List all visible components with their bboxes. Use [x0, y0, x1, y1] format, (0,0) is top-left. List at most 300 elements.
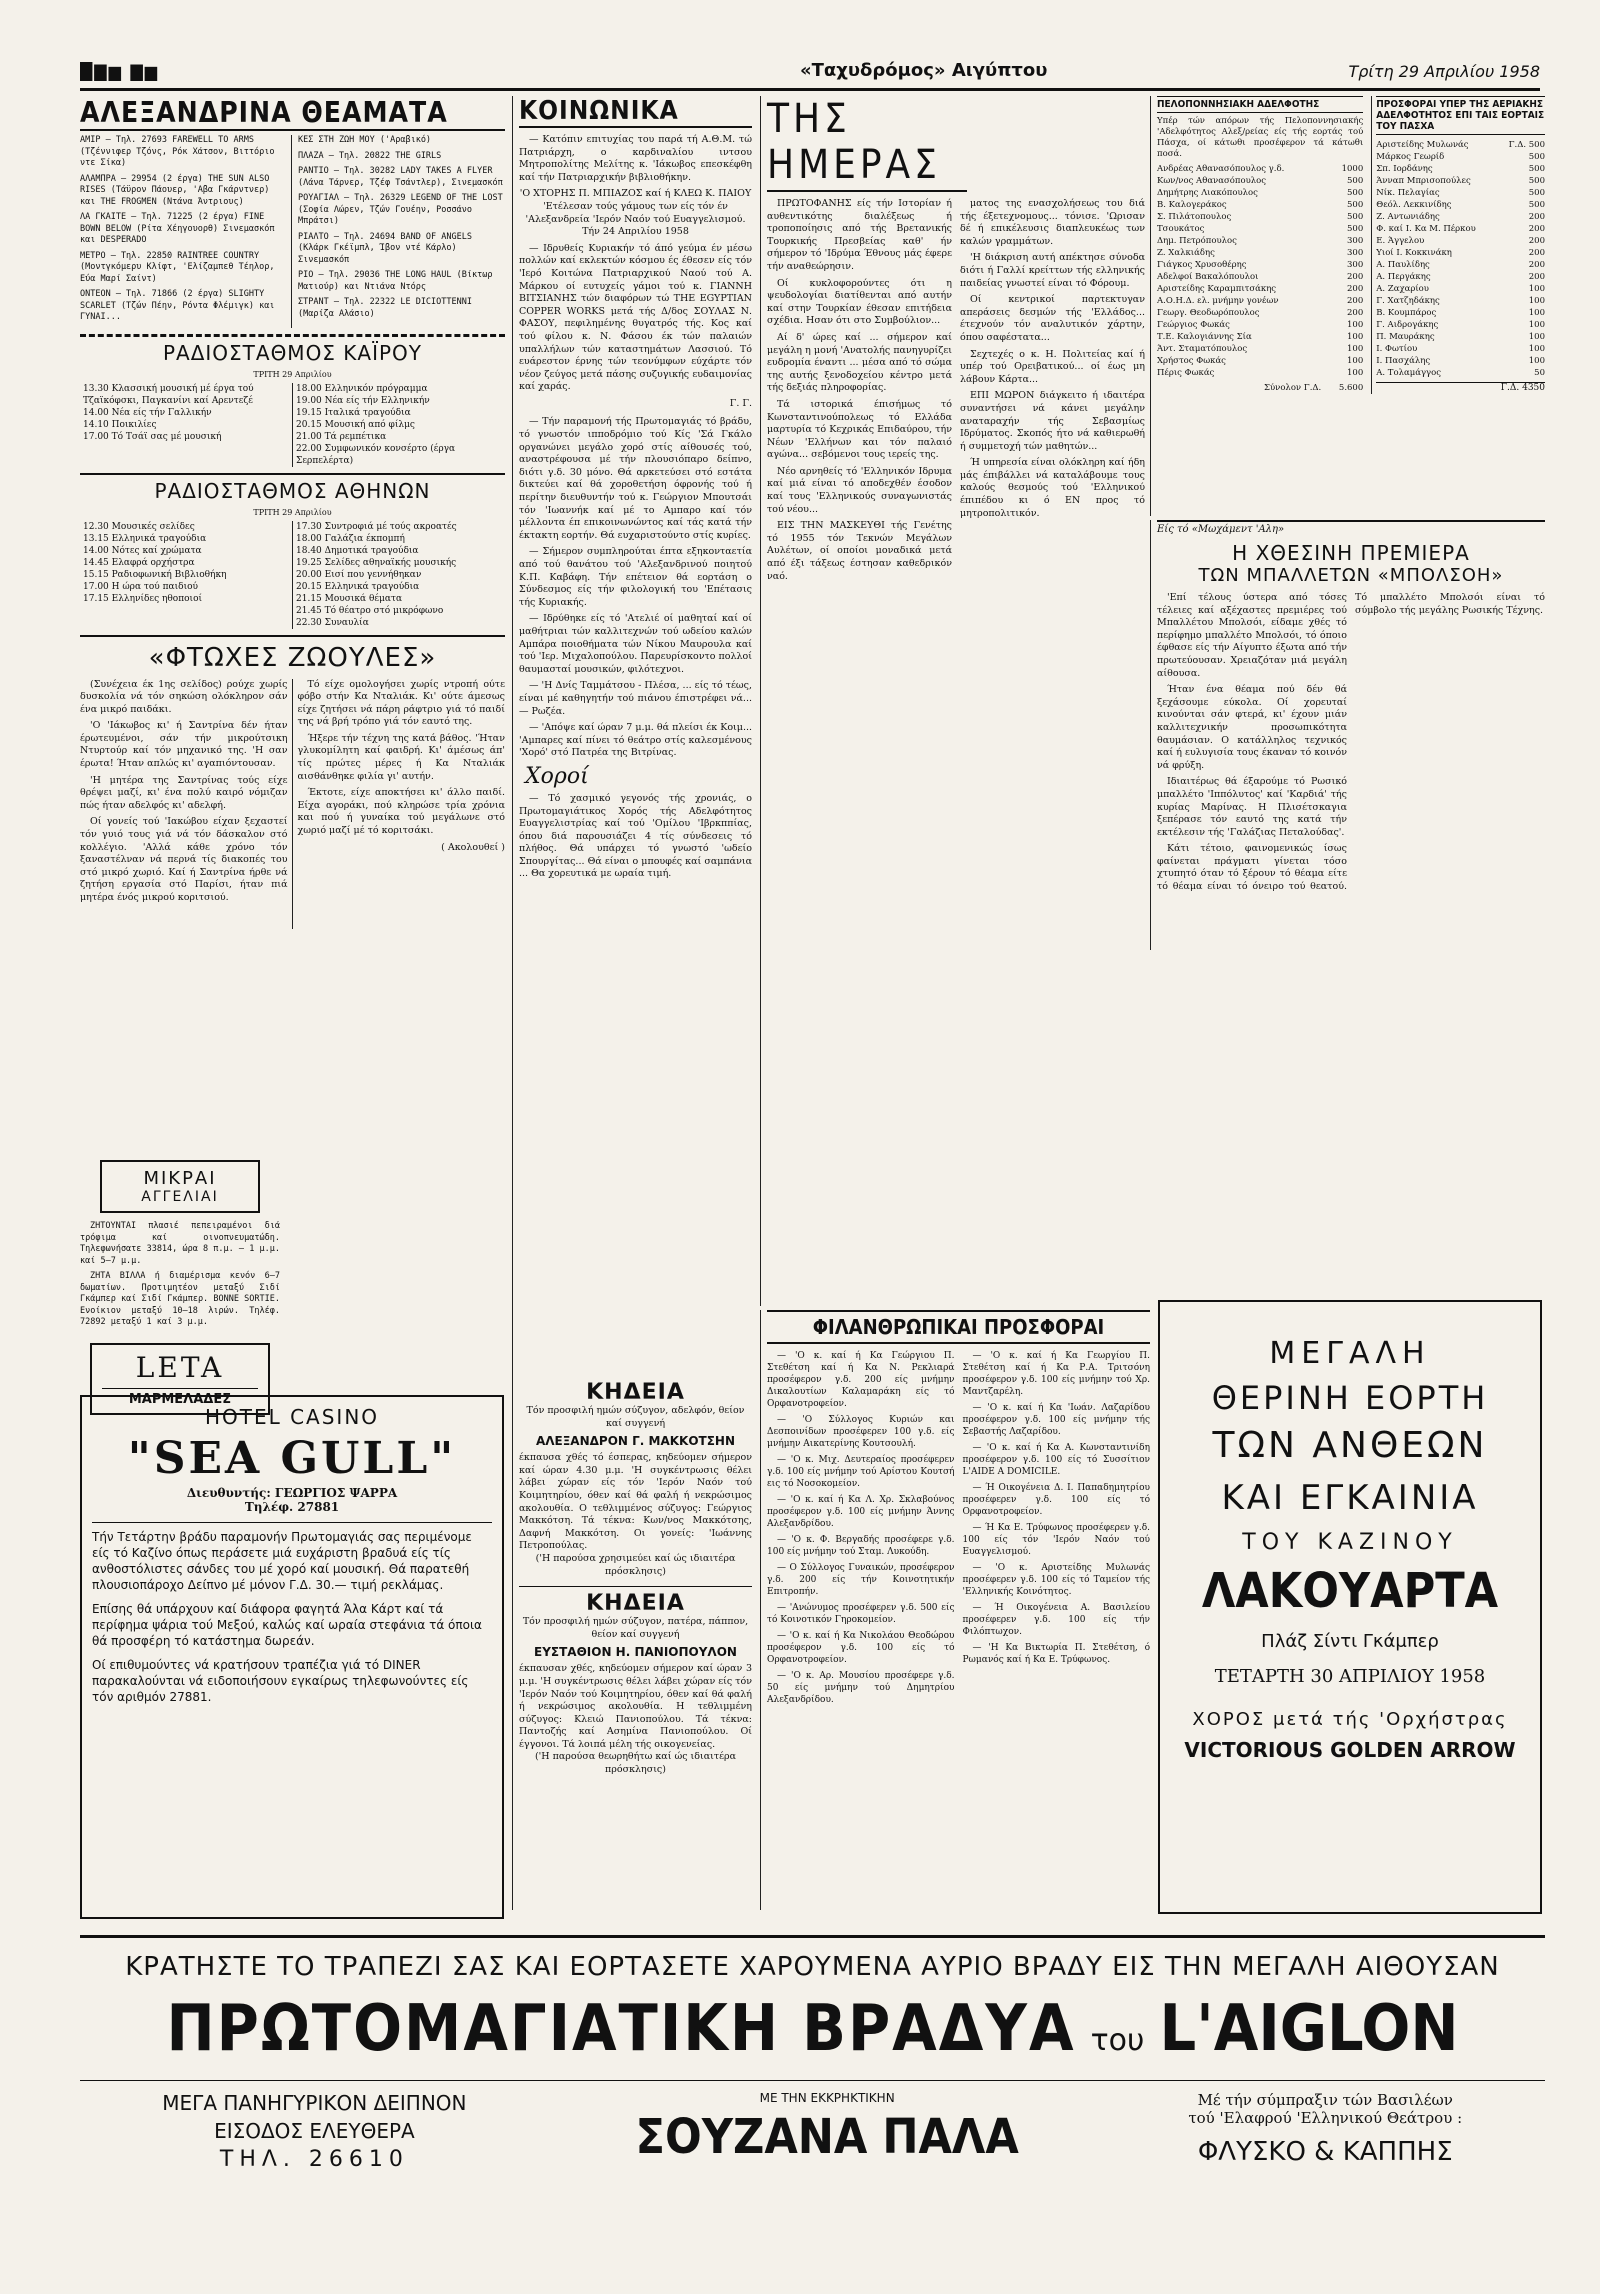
serial-story — [80, 679, 505, 929]
donor-name: Ζ. Αντωνιάδης — [1376, 212, 1440, 222]
paragraph: ΕΙΣ ΤΗΝ ΜΑΣΚΕΥΘΙ τής Γενέτης τό 1955 τόν Τεκνών Μεγάλων Αυλέτων, οί οποίοι μοναδικά μετά από έξι τάξεως έστησαν καθεδρικόν ναό. — [767, 520, 952, 582]
paragraph: Τήν Τετάρτην βράδυ παραμονήν Πρωτομαγιάς σας περιμένομε είς τό Καζίνο όπως περάσετε μιά ευχάριστη βραδυά είς τίς ανθοστόλιστες σάνδες του μέ χορό καί μουσική. Θά παρατεθή πλουσιοπάροχο Δείπνο μέ μόνον Γ.Δ. 30.— τιμή ρεκλάμας. — [92, 1530, 472, 1592]
schedule-item: 19.25 Σελίδες αθηναϊκής μουσικής — [296, 557, 457, 568]
paragraph: — Τό χασμικό γεγονός τής χρονιάς, ο Πρωτομαγιάτικος Χορός τής Αδελφότητος Ευαγγελιστρίας καί τού 'Ομίλου 'Ιβρκππίας, όπου διά παρουσιάζει 4 τίς σύνδεσεις τό πλήθος. Θά υπάρχει τό γνωστό 'ωδείο Σπουργίτας... Θά είναι ο μπουφές καί σαμπάνια ... Θα χορευτικά με ωραία τιμή. — [519, 792, 752, 880]
donation-row — [1376, 187, 1545, 199]
paragraph: 'Η διάκριση αυτή απέκτησε σύνοδα διότι ή Γαλλί κρείττων τής ελληνικής παιδείας γνωστεί είναι τό Φόρουμ. — [960, 252, 1145, 289]
donation-amount: 500 — [1528, 164, 1545, 174]
donor-name: Υιοί Ι. Κοκκινάκη — [1376, 248, 1452, 258]
donation-row — [1157, 319, 1363, 331]
donation-row — [1157, 211, 1363, 223]
schedule-item: 22.30 Συναυλία — [296, 617, 369, 628]
donor-name: Άντ. Σταματόπουλος — [1157, 344, 1248, 354]
donor-name: Ε. Άγγελου — [1376, 236, 1425, 246]
radio-cairo-heading: ΡΑΔΙΟΣΤΑΘΜΟΣ ΚΑΪΡΟΥ — [162, 340, 423, 365]
classifieds-title: ΜΙΚΡΑΙ — [143, 1168, 217, 1189]
section-divider — [80, 334, 505, 337]
total-amount: 5.600 — [1338, 383, 1364, 393]
donor-name: Ζ. Χαλκιάδης — [1157, 248, 1215, 258]
donation-amount: 100 — [1528, 356, 1545, 366]
donation-row — [1157, 175, 1363, 187]
orchestra-name: VICTORIOUS GOLDEN ARROW — [1184, 1738, 1516, 1762]
cinema-list-left — [80, 135, 292, 328]
schedule-item: 14.00 Νέα είς τήν Γαλλικήν — [83, 407, 212, 418]
donation-amount: Γ.Δ. 500 — [1508, 140, 1545, 150]
schedule-item: 14.10 Ποικιλίες — [83, 419, 157, 430]
deceased-name: ΑΛΕΞΑΝΔΡΟΝ Γ. ΜΑΚΚΟΤΣΗΝ — [535, 1434, 736, 1449]
offer-item: — 'Ανώνυμος προσέφερεν γ.δ. 500 είς τό Κοινοτικόν Γηροκομείον. — [767, 1603, 955, 1625]
offer-item: — 'Η Κα Βικτωρία Π. Στεθέτση, ό Ρωμανός καί ή Κα Ε. Τρύφωνος. — [962, 1643, 1150, 1665]
offer-item: — 'Ο κ. Αριστείδης Μυλωνάς προσέφερεν γ.δ. 100 είς τό Ταμείον τής 'Ελληνικής Κοινότητος. — [962, 1563, 1150, 1597]
donation-row — [1157, 235, 1363, 247]
aiglon-headline-row — [80, 1992, 1545, 2066]
cinema-listing: ΟΝΤΕΟΝ — Τηλ. 71866 (2 έργα) SLIGHTY SCARLET (Τζών Πέην, Ρόντα Φλέμιγκ) και ΓΥΝΑΙ... — [80, 289, 275, 322]
donation-row — [1376, 271, 1545, 283]
donation-amount: 100 — [1528, 344, 1545, 354]
leta-product: ΜΑΡΜΕΛΑΔΕΣ — [102, 1388, 258, 1407]
paragraph: Ήξερε τήν τέχνη της κατά βάθος. 'Ήταν γλυκομίλητη καί φαιδρή. Κι' άμέσως άπ' τίς πρώτες μέρες ή Κα Νταλιάκ αισθάνθηκε φιλία γι' αυτήν. — [297, 732, 505, 782]
classified-ad: ΖΗΤΟΥΝΤΑΙ πλασιέ πεπειραμένοι διά τρόφιμα καί οινοπνευματώδη. Τηλεφωνήσατε 33814, ώρα 8 π.μ. — 1 μ.μ. καί 5—7 μ.μ. — [80, 1221, 280, 1266]
aiglon-with: Μέ τήν σύμπραξιν τών Βασιλέων — [1197, 2091, 1453, 2109]
philanthropy-list-right — [963, 1350, 1151, 1710]
dances-heading: Χοροί — [525, 763, 589, 789]
donation-amount: 200 — [1528, 224, 1545, 234]
leta-brand: LETA — [135, 1350, 225, 1384]
donation-row — [1376, 235, 1545, 247]
paragraph: Οί γονείς τού 'Ιακώβου είχαν ξεχαστεί τόν γυιό τους γιά νά τόν δάσκαλον στό κολλέγιο. 'Αλλά κάθε χρόνο τόν ξαναστέλναν νά περνά τίς διακοπές του στό μικρό χωριό. Καί ή Σαντρίνα ήρθε νά ζητήση εργασία στό Παρίσι, ήταν πιά μητέρα ένός μικρού κοριτσιού. — [80, 816, 288, 903]
classifieds-list — [80, 1221, 280, 1329]
donation-row — [1376, 199, 1545, 211]
offer-item: — 'Ο Σύλλογος Κυριών και Δεσποινίδων προσέφερεν 100 γ.δ. είς μνήμην Αικατερίνης Κουτσουλή. — [767, 1415, 955, 1449]
cinema-listing: ΡΟΥΑΓΙΑΛ — Τηλ. 26329 LEGEND OF THE LOST (Σοφία Λώρεν, Τζών Γουέην, Ροσσάνο Μπράτσι) — [298, 193, 503, 226]
theatres-heading: ΑΛΕΞΑΝΔΡΙΝΑ ΘΕΑΜΑΤΑ — [80, 96, 505, 131]
schedule-item: 18.40 Δημοτικά τραγούδια — [296, 545, 419, 556]
social-item: — 'Η Δνίς Ταμμάτσου - Πλέσα, ... είς τό τέως, είναι μέ καθηγητήν τού πιάνου έπιστρέφει νά... — Ρωζέα. — [519, 680, 752, 717]
funeral-notices — [512, 1380, 752, 1910]
paragraph: Επίσης θά υπάρχουν καί διάφορα φαγητά Άλα Κάρτ καί τά περίφημα ψάρια τού Μεξού, καλώς καί ωραία στεφάνια τά όποια θά προσφέρη τό κατάστημα δωρεάν. — [92, 1602, 482, 1648]
donor-name: Σπ. Ιορδάνης — [1376, 164, 1433, 174]
ad-line: ΘΕΡΙΝΗ ΕΟΡΤΗ — [1211, 1379, 1489, 1417]
paragraph: ματος της ενασχολήσεως του διά τής έξετεχνομους... τόνισε. 'Ωρισαν δέ ή επικέλευσις διαπλευκέως των καλών γραμμάτων. — [960, 198, 1145, 247]
cinema-listing: ΣΤΡΑΝΤ — Τηλ. 22322 LE DICIOTTENNI (Μαρίζα Αλάσιο) — [298, 297, 472, 319]
schedule-item: 12.30 Μουσικές σελίδες — [83, 521, 195, 532]
donor-name: Θεόλ. Λεκκινίδης — [1376, 200, 1452, 210]
donation-row — [1376, 259, 1545, 271]
paragraph: Έκτοτε, είχε αποκτήσει κι' άλλο παιδί. Είχα αγοράκι, πού κληρώσε τρία χρόνια και πού ή γυναίκα τού μεγάλωνε στό χωριό μαζί μέ τό κοριτσάκι. — [297, 787, 505, 837]
donor-name: Δημήτρης Λιακόπουλος — [1157, 188, 1258, 198]
donation-amount: 100 — [1347, 344, 1364, 354]
donation-amount: 200 — [1528, 248, 1545, 258]
aiglon-star: ΣΟΥΖΑΝΑ ΠΑΛΑ — [635, 2109, 1019, 2165]
cinema-listing: ΡΑΝΤΙΟ — Τηλ. 30282 LADY TAKES A FLYER (Λάνα Τάρνερ, Τζέφ Τσάντλερ), Σινεμασκόπ — [298, 166, 503, 188]
donor-name: Δημ. Πετρόπουλος — [1157, 236, 1237, 246]
donor-name: Α. Ζαχαρίου — [1376, 284, 1429, 294]
donation-amount: 200 — [1347, 296, 1364, 306]
column-donations — [1150, 96, 1545, 516]
cinema-list-right — [298, 135, 505, 328]
donor-name: Τσουκάτος — [1157, 224, 1205, 234]
aerial-fraternity-donations — [1371, 96, 1545, 394]
column-social — [512, 96, 752, 1381]
donation-row — [1376, 283, 1545, 295]
donation-row — [1157, 247, 1363, 259]
cinema-listing: ΜΕΤΡΟ — Τηλ. 22850 RAINTREE COUNTRY (Μοντγκόμερυ Κλίφτ, 'Ελίζαμπεθ Τέηλορ, Εύα Μαρί Σαίντ) — [80, 250, 275, 284]
donor-name: Χρήστος Φωκάς — [1157, 356, 1226, 366]
radio-athens-heading: ΡΑΔΙΟΣΤΑΘΜΟΣ ΑΘΗΝΩΝ — [154, 478, 431, 503]
donation-row — [1376, 247, 1545, 259]
cinema-listing: ΡΙΑΛΤΟ — Τηλ. 24694 BAND OF ANGELS (Κλάρκ Γκέϊμπλ, Ίβον ντέ Κάρλο) Σινεμασκόπ — [298, 231, 472, 265]
schedule-item: 20.15 Ελληνικά τραγούδια — [296, 581, 420, 592]
donation-row — [1376, 295, 1545, 307]
peloponnesian-donations — [1157, 96, 1363, 394]
donation-row — [1157, 271, 1363, 283]
offer-item: — 'Ο κ. Αρ. Μουσίου προσέφερε γ.δ. 50 είς μνήμην τού Δημητρίου Αλεξανδρίδου. — [767, 1671, 955, 1705]
donation-amount: 300 — [1347, 236, 1364, 246]
aiglon-phone: ΤΗΛ. 26610 — [219, 2147, 409, 2172]
paragraph: Κάτι τέτοιο, φαινομενικώς ίσως φαίνεται πράγματι γίνεται τόσο χτυπητό όταν τό ξέρουν τό θέαμα είτε τό θέαμα είναι τό όνειρο τού θεατού. Τό μπαλλέτο Μπολσόι είναι τό σύμβολο τής μεγάλης Ρωσικής Τέχνης. — [1157, 592, 1545, 893]
social-item: — Ιδρύθηκε είς τό 'Ατελιέ οί μαθηταί καί οί μαθήτριαι τών καλλιτεχνών τού ωδείου καλών Αμπάρα ποιοθήματα τών Νίκου Μαυρουλα καί τού 'Ιερ. Μιχαλοπούλου. Παρευρίσκοντο πολλοί θαυμασταί μουσικών, φιλότεχνοι. — [519, 613, 752, 675]
classifieds-subtitle: ΑΓΓΕΛΙΑΙ — [141, 1189, 219, 1205]
schedule-item: 19.00 Νέα είς τήν Ελληνικήν — [296, 395, 430, 406]
aiglon-theatre: τού 'Ελαφρού 'Ελληνικού Θεάτρου : — [1188, 2109, 1463, 2127]
donation-amount: 1000 — [1341, 164, 1364, 174]
donor-name: Β. Κουμπάρος — [1376, 308, 1437, 318]
schedule-item: 13.15 Ελληνικά τραγούδια — [83, 533, 207, 544]
donation-row — [1157, 307, 1363, 319]
donor-name: Μάρκος Γεωρίδ — [1376, 152, 1445, 162]
philanthropy-heading: ΦΙΛΑΝΘΡΩΠΙΚΑΙ ΠΡΟΣΦΟΡΑΙ — [767, 1310, 1150, 1344]
aiglon-ad — [80, 1935, 1545, 2268]
donor-name: Νίκ. Πελαγίας — [1376, 188, 1440, 198]
offer-item: — 'Ο κ. Μιχ. Δευτεραίος προσέφερεν γ.δ. 100 είς μνήμην τού Αρίστου Κουτσή εις τό Νοσοκομείον. — [767, 1455, 955, 1489]
radio-athens-day: ΤΡΙΤΗ 29 Απριλίου — [253, 507, 332, 517]
ad-line: ΜΕΓΑΛΗ — [1269, 1336, 1431, 1371]
review-subtitle: ΤΩΝ ΜΠΑΛΛΕΤΩΝ «ΜΠΟΛΣΟΗ» — [1198, 565, 1504, 586]
donation-row — [1376, 223, 1545, 235]
donation-amount: 500 — [1347, 176, 1364, 186]
schedule-item: 21.00 Τά ρεμπέτικα — [296, 431, 387, 442]
offer-item: — 'Ο κ. καί ή Κα 'Ιωάν. Λαζαρίδου προσέφερον γ.δ. 100 είς μνήμην τής Σεβαστής Λαζαρίδου. — [962, 1403, 1150, 1437]
flower-festival-ad — [1158, 1300, 1542, 1914]
schedule-item: 17.15 Ελληνίδες ηθοποιοί — [83, 593, 203, 604]
donation-row — [1376, 151, 1545, 163]
donation-row — [1157, 163, 1363, 175]
donor-name: Α. Παυλίδης — [1376, 260, 1430, 270]
schedule-item: 14.00 Νότες καί χρώματα — [83, 545, 202, 556]
donation-row — [1376, 343, 1545, 355]
ad-line: ΤΩΝ ΑΝΘΕΩΝ — [1212, 1425, 1488, 1466]
donation-row — [1376, 307, 1545, 319]
offer-item: — Ή Οικογένεια Α. Βασιλείου προσέφερεν γ.δ. 100 είς τήν Φιλόπτωχον. — [962, 1603, 1150, 1637]
schedule-item: 19.15 Ιταλικά τραγούδια — [296, 407, 411, 418]
section-divider — [519, 1586, 752, 1587]
issue-date: Τρίτη 29 Απριλίου 1958 — [1348, 62, 1540, 81]
donations-intro: Υπέρ τών απόρων τής Πελοποννησιακής 'Αδελφότητος Αλεξ/ρείας είς τής εορτάς τού Πάσχα, οί κάτωθι προσέφερον τά κάτωθι ποσά. — [1157, 116, 1364, 159]
ad-line: ΚΑΙ ΕΓΚΑΙΝΙΑ — [1221, 1478, 1479, 1518]
paragraph: Ήταν ένα θέαμα πού δέν θά ξεχάσουμε εύκολα. Οί χορευταί κινούνται σάν φτερά, κι' έχουν μιάν καλλιτεχνικήν προσωπικότητα θαυμάσιαν. Ο κατάλληλος τεχνικός καί ή ευλυγισία τους έκαναν τό κοινόν νά φρύξη. — [1157, 684, 1347, 771]
deceased-name: ΕΥΣΤΑΘΙΟΝ Η. ΠΑΝΙΟΠΟΥΛΟΝ — [534, 1645, 737, 1660]
schedule-item: 21.45 Τό θέατρο στό μικρόφωνο — [296, 605, 444, 616]
hotel-name: "SEA GULL" — [127, 1433, 457, 1484]
schedule-item: 18.00 Γαλάζια έκπομπή — [296, 533, 405, 544]
donation-row — [1376, 319, 1545, 331]
donations-table — [1157, 163, 1363, 379]
philanthropy-section — [760, 1310, 1150, 1910]
social-item: 'Ο ΧΤΟΡΗΣ Π. ΜΠΙΑΖΟΣ καί ή ΚΛΕΩ Κ. ΠΑΙΟΥ 'Ετέλεσαν τούς γάμους των είς τόν έν 'Αλεξανδρεία 'Ιερόν Ναόν τού Ευαγγελισμού. Τήν 24 Απριλίου 1958 — [519, 188, 752, 238]
donor-name: Π. Μαυράκης — [1376, 332, 1435, 342]
schedule-item: 22.00 Συμφωνικόν κονσέρτο (έργα Σερπελέρτα) — [296, 443, 456, 466]
donor-name: Α.Ο.Η.Δ. ελ. μνήμην γονέων — [1157, 296, 1279, 306]
donation-row — [1376, 175, 1545, 187]
social-item: — Κατόπιν επιτυχίας του παρά τή Α.Θ.Μ. τώ Πατριάρχη, ο καρδιναλίου ιντσου Μητροπολίτης Μελίτης κ. 'Ιάκωβος επεσκέφθη καί τήν Πατριαρχικήν βιβλιοθήκην. — [519, 134, 752, 183]
aiglon-entry: ΕΙΣΟΔΟΣ ΕΛΕΥΘΕΡΑ — [214, 2119, 415, 2143]
classified-ad: ΖΗΤΑ ΒΙΛΛΑ ή διαμέρισμα κενόν 6—7 δωματίων. Προτιμητέον μεταξύ Σιδί Γκάμπερ καί Σιδί Γκάμπερ. BONNE SORTIE. Ενοίκιον μεταξύ 10—18 λιρών. Τηλέφ. 72892 μεταξύ 1 καί 3 μ.μ. — [80, 1271, 280, 1327]
donation-amount: 300 — [1347, 248, 1364, 258]
schedule-item: 20.00 Εισί που γεννήθηκαν — [296, 569, 422, 580]
radio-athens-schedule — [80, 507, 505, 629]
aiglon-performers: ΦΛΥΣΚΟ & ΚΑΠΠΗΣ — [1197, 2137, 1453, 2167]
of-the-day-heading: ΤΗΣ ΗΜΕΡΑΣ — [767, 96, 967, 192]
donor-name: Σ. Πιλάτοπουλος — [1157, 212, 1232, 222]
schedule-item: 17.00 Η ώρα τού παιδιού — [83, 581, 198, 592]
hotel-director: Διευθυντής: ΓΕΩΡΓΙΟΣ ΨΑΡΡΑ — [186, 1486, 398, 1500]
donation-row — [1157, 187, 1363, 199]
ad-line: ΤΟΥ ΚΑΖΙΝΟΥ — [1242, 1530, 1458, 1555]
donations-total-row — [1157, 382, 1363, 394]
cinema-listing: AMIP — Τηλ. 27693 FAREWELL TO ARMS (Τζέννιφερ Τζόνς, Ρόκ Χάτσον, Βιττόριο ντε Σίκα) — [80, 135, 275, 168]
hotel-text — [92, 1522, 492, 1705]
cinema-listing: ΑΛΑΜΠΡΑ — 29954 (2 έργα) THE SUN ALSO RISES (Τάϋρον Πάουερ, 'Αβα Γκάρντνερ) και THE FROGMEN (Ντάνα Άντριους) — [80, 173, 270, 207]
donor-name: Φ. καί Ι. Κα Μ. Πέρκου — [1376, 224, 1476, 234]
donations-heading: ΠΕΛΟΠΟΝΝΗΣΙΑΚΗ ΑΔΕΛΦΟΤΗΣ — [1157, 96, 1363, 113]
offer-item: — 'Ο κ. καί ή Κα Α. Κωνσταντινίδη προσέφερον γ.δ. 100 είς τό Συσσίτιον L'AIDE A DOMICILE. — [962, 1443, 1150, 1477]
donation-amount: 100 — [1347, 320, 1364, 330]
review-title: Η ΧΘΕΣΙΝΗ ΠΡΕΜΙΕΡΑ — [1232, 541, 1470, 565]
review-kicker: Είς τό «Μωχάμεντ 'Αλη» — [1157, 520, 1545, 535]
paragraph: Νέο αρνηθείς τό 'Ελληνικόν Ιδρυμα καί μιά είναι τό αποδεχθέν έσοδον καί τους 'Ελληνικούς συναγωνιστάς τού νέου... — [767, 465, 952, 515]
funeral-intro: Τόν προσφιλή ημών σύζυγον, αδελφόν, θείον καί συγγενή — [526, 1405, 745, 1429]
donation-amount: 200 — [1347, 284, 1364, 294]
section-divider — [80, 473, 505, 475]
donation-amount: 200 — [1528, 212, 1545, 222]
ad-line: Πλάζ Σίντι Γκάμπερ — [1261, 1631, 1439, 1652]
donor-name: Β. Καλογεράκος — [1157, 200, 1227, 210]
paragraph: (Συνέχεια έκ 1ης σελίδος) ρούχε χωρίς δυσκολία νά τόν σηκώση ολόκληρον σάν ένα μικρό παιδάκι. — [80, 678, 288, 715]
funeral-heading: ΚΗΔΕΙΑ — [586, 1380, 685, 1405]
total-amount: Γ.Δ. 4350 — [1376, 382, 1545, 393]
masthead-ornament: █▇▆ ▇▆ — [80, 62, 160, 81]
donation-amount: 100 — [1347, 368, 1364, 378]
donor-name: Τ.Ε. Καλογιάννης Σία — [1157, 332, 1252, 342]
ballet-review — [1150, 520, 1545, 950]
radio-cairo-schedule — [80, 369, 505, 467]
dances-text — [519, 793, 752, 881]
offer-item: — 'Ο κ. Φ. Βεργαδής προσέφερε γ.δ. 100 είς μνήμην τού Σταμ. Λυκούδη. — [767, 1535, 955, 1557]
donation-amount: 100 — [1528, 320, 1545, 330]
social-item: — Τήν παραμονή τής Πρωτομαγιάς τό βράδυ, τό γνωστόν ιπποδρόμιο τού Κίς 'Σά Γκάλο οργανώνει μεγάλο χορό στίς αίθουσές τού, αναστρέφουσα μέ τήν πλουσιόπαρο δείπνο, διότι γ.δ. 30 μόνο. Θά αρκετεύσει στό εστάτα δικτεύει καί θά χοροθετήση όφρονής τού ή περίτην διευθυντήν τού κ. Γεώργιον Μπουτσάι τόν 'Ιωαννήκ καί μέ το Αμπαρο καί τόν μέλλοντα έπ επικοινωνώντος καί τάς κατά τήν έκτακτη εορτήν. Θά ευχαριστούντο στίς κυρίες. — [519, 416, 752, 541]
donation-amount: 100 — [1528, 296, 1545, 306]
donation-row — [1376, 355, 1545, 367]
offer-item: — 'Ο κ. καί ή Κα Νικολάου Θεοδώρου προσέφερον γ.δ. 100 είς τό Ορφανοτροφείον. — [767, 1631, 955, 1665]
cinema-listing: ΛΑ ΓΚΑΙΤΕ — Τηλ. 71225 (2 έργα) FINE BOWN BELOW (Ρίτα Χέηγουορθ) Σινεμασκόπ και DESPERADO — [80, 212, 275, 245]
schedule-item: 21.15 Μουσικά θέματα — [296, 593, 403, 604]
hotel-label: HOTEL CASINO — [204, 1405, 380, 1429]
funeral-note: ('Η παρούσα θεωρηθήτω καί ώς ιδιαιτέρα πρόσκλησις) — [534, 1751, 737, 1776]
donation-row — [1376, 139, 1545, 151]
of-the-day-text-a — [767, 198, 952, 587]
total-label: Σύνολον Γ.Δ. — [1263, 383, 1322, 393]
aiglon-invitation: ΚΡΑΤΗΣΤΕ ΤΟ ΤΡΑΠΕΖΙ ΣΑΣ ΚΑΙ ΕΟΡΤΑΣΕΤΕ ΧΑΡΟΥΜΕΝΑ ΑΥΡΙΟ ΒΡΑΔΥ ΕΙΣ ΤΗΝ ΜΕΓΑΛΗ ΑΙΘΟΥΣΑΝ — [125, 1952, 1500, 1982]
donation-amount: 500 — [1347, 200, 1364, 210]
of-the-day-text-b — [960, 198, 1145, 587]
donor-name: Κων/νος Αθανασόπουλος — [1157, 176, 1267, 186]
ad-line: ΧΟΡΟΣ μετά τής 'Ορχήστρας — [1192, 1709, 1508, 1730]
donation-row — [1157, 331, 1363, 343]
donations-heading: ΠΡΟΣΦΟΡΑΙ ΥΠΕΡ ΤΗΣ ΑΕΡΙΑΚΗΣ ΑΔΕΛΦΟΤΗΤΟΣ ΕΠΙ ΤΑΙΣ ΕΟΡΤΑΙΣ ΤΟΥ ΠΑΣΧΑ — [1376, 96, 1545, 135]
donation-amount: 100 — [1347, 332, 1364, 342]
social-item: — Σήμερον συμπληρούται έπτα εξηκονταετία από τού θανάτου τού 'Αλεξανδρινού ποιητού Κ.Π. Καβάφη. Τήν επέτειον θά εορτάση ο Σύνδεσμος είς τήν φιλολογική του 'Επέτασις τής Κυριακής. — [519, 546, 752, 608]
donor-name: Γεωργ. Θεοδωρόπουλος — [1157, 308, 1260, 318]
donor-name: Γ. Αιδρογάκης — [1376, 320, 1439, 330]
schedule-item: 20.15 Μουσική από φίλμς — [296, 419, 415, 430]
schedule-item: 14.45 Ελαφρά ορχήστρα — [83, 557, 195, 568]
paragraph: Τό είχε ομολογήσει χωρίς ντροπή ούτε φόβο στήν Κα Νταλιάκ. Κι' ούτε άμεσως είχε ζητήσει νά πάρη ράφτριο γιά τό παιδί της νά βρή τρόπο γιά τόν εαυτό της. — [297, 678, 505, 728]
donation-row — [1376, 211, 1545, 223]
aiglon-middle-block — [549, 2091, 1106, 2172]
cinema-listing: ΠΛΑΖΑ — Τηλ. 20822 THE GIRLS — [298, 150, 442, 161]
hotel-casino-ad — [80, 1395, 504, 1919]
philanthropy-list-left — [767, 1350, 955, 1710]
hotel-phone: Τηλέφ. 27881 — [244, 1500, 340, 1514]
paragraph: 'Επί τέλους ύστερα από τόσες τέλειες καί αξέχαστες πρεμιέρες τού Μπαλλέτου Μπολσόι, είδαμε χθές τό περίφημο μπαλλέτο Μπολσόι, τό όποιο έφθασε είς τήν Αίγυπτο έξωτα από τήν πρωτεύουσαν. Χρειαζόταν μιά μεγάλη αίθουσα. — [1157, 592, 1347, 679]
funeral-heading: ΚΗΔΕΙΑ — [586, 1591, 685, 1617]
column-of-the-day — [760, 96, 1145, 1306]
donation-row — [1157, 355, 1363, 367]
donation-amount: 50 — [1534, 368, 1545, 378]
paragraph: Οί επιθυμούντες νά κρατήσουν τραπέζια γιά τό DINER παρακαλούνται νά ειδοποιήσουν εγκαίρως τηλεφωνούντες είς τόν αριθμόν 27881. — [92, 1658, 469, 1704]
donation-amount: 300 — [1347, 260, 1364, 270]
funeral-note: ('Η παρούσα χρησιμεύει καί ώς ιδιαιτέρα πρόσκλησις) — [535, 1552, 736, 1577]
aiglon-right-block — [1105, 2091, 1545, 2172]
column-signature: Γ. Γ. — [729, 397, 752, 409]
donor-name: Α. Περγάκης — [1376, 272, 1431, 282]
donation-amount: 500 — [1347, 224, 1364, 234]
donation-row — [1157, 343, 1363, 355]
paragraph: Αί δ' ώρες καί ... σήμερον καί μεγάλη η μονή 'Ανατολής πανηγυρίζει ευδρομία έναντι ... μέσα από τό σώμα της αυτής ξενοδοχείου κέντρο μετά τής δεξιάς πληροφορίας. — [767, 331, 952, 394]
serial-continued: ( Ακολουθεί ) — [441, 841, 505, 853]
offer-item: — 'Ο κ. καί ή Κα Γεώργιου Π. Στεθέτση καί ή Κα Ν. Ρεκλιαρά προσέφερον γ.δ. 200 είς μνήμην Δικαλουτίων Καλαμαράκη είς τό Ορφανοτροφείον. — [767, 1351, 955, 1409]
serial-title: «ΦΤΩΧΕΣ ΖΩΟΥΛΕΣ» — [148, 642, 437, 673]
schedule-item: 15.15 Ραδιοφωνική Βιβλιοθήκη — [83, 569, 227, 580]
donation-amount: 500 — [1347, 212, 1364, 222]
donation-amount: 200 — [1528, 260, 1545, 270]
offer-item: — Ή Οικογένεια Δ. Ι. Παπαδημητρίου προσέφερεν γ.δ. 100 είς τό Ορφανοτροφείον. — [962, 1483, 1150, 1517]
donation-row — [1376, 367, 1545, 379]
social-items — [519, 134, 752, 760]
social-item: — 'Απόψε καί ώραν 7 μ.μ. θά πλείσι έκ Κοιμ... 'Αμπαρες καί πίνει τό θεάτρο στίς καλεσμένους 'Χορό' στό Πατρέα της Βιτρίνας. — [519, 722, 752, 759]
schedule-item: 18.00 Ελληνικόν πρόγραμμα — [296, 383, 428, 394]
review-text — [1157, 592, 1545, 912]
donation-row — [1376, 331, 1545, 343]
donor-name: Αριστείδης Καραμπιτσάκης — [1157, 284, 1277, 294]
schedule-item: 13.30 Κλασσική μουσική μέ έργα τού Τζαϊκόφσκι, Παγκανίνι καί Αρεντεζέ — [83, 383, 254, 406]
donation-amount: 500 — [1528, 200, 1545, 210]
casino-name: ΛΑΚΟΥΑΡΤΑ — [1201, 1563, 1499, 1619]
donation-amount: 200 — [1347, 272, 1364, 282]
donation-row — [1157, 259, 1363, 271]
donor-name: Άνναπ Μπρισοπούλες — [1376, 176, 1471, 186]
donor-name: Αδελφοί Βακαλόπουλοι — [1157, 272, 1259, 282]
paragraph: Τά ιστορικά έπισήμως τό Κωνσταντινούπολεως τό Ελλάδα μαρτυρία τό Κεχρικάς Επιδαύρου, τήν Νέων 'Ελλήνων και τόν παλαιό αγώνα... σεβόμενοι τους ιερείς της. — [767, 398, 952, 461]
donation-row — [1376, 163, 1545, 175]
aiglon-left-block — [80, 2091, 549, 2172]
paragraph: 'Ο 'Ιάκωβος κι' ή Σαντρίνα δέν ήταν έρωτευμένοι, σάν τήν μικρούτσικη Ντυρτούρ καί τόν μηχανικό της. 'Η σαν έρωτα! Ήταν απλώς κι' αγαπιόντουσαν. — [80, 720, 288, 770]
classifieds-heading-box — [100, 1160, 260, 1213]
donation-amount: 100 — [1528, 308, 1545, 318]
paragraph: Οί κεντρικοί παρτεκτυγαν απεράσεις δεσμών τής 'Ελλάδος... έτεχνούν τόν αναλυτικόν χάρτην, όπου σαφέστατα... — [960, 294, 1145, 343]
cinema-listing: ΡΙΟ — Τηλ. 29036 THE LONG HAUL (Βίκτωρ Ματιούρ) και Ντιάνα Ντόρς — [298, 270, 493, 292]
schedule-item: 17.00 Τό Τσάϊ σας μέ μουσική — [83, 431, 222, 442]
aiglon-dinner: ΜΕΓΑ ΠΑΝΗΓΥΡΙΚΟΝ ΔΕΙΠΝΟΝ — [162, 2091, 467, 2115]
radio-cairo-day: ΤΡΙΤΗ 29 Απριλίου — [253, 369, 332, 379]
offer-item: — 'Ο κ. καί ή Κα Λ. Χρ. Σκλαβούνος προσέφερον γ.δ. 100 είς μνήμην Άννης Αλεξανδρίδου. — [767, 1495, 955, 1529]
donation-amount: 500 — [1347, 188, 1364, 198]
donation-amount: 200 — [1528, 236, 1545, 246]
offer-item: — 'Ο κ. καί ή Κα Γεωργίου Π. Στεθέτση καί ή Κα Ρ.Α. Τριτσόνη προσέφερον γ.δ. 100 είς μνήμην τού Χρ. Μαντζαρέλη. — [962, 1351, 1150, 1397]
donation-amount: 500 — [1528, 152, 1545, 162]
aiglon-tou: του — [1090, 2023, 1145, 2058]
event-date: ΤΕΤΑΡΤΗ 30 ΑΠΡΙΛΙΟΥ 1958 — [1214, 1666, 1486, 1687]
aiglon-venue: L'AIGLON — [1159, 1992, 1459, 2066]
donor-name: Γιάγκος Χρυσοθέρης — [1157, 260, 1247, 270]
donation-row — [1157, 283, 1363, 295]
donation-amount: 500 — [1528, 188, 1545, 198]
donation-amount: 100 — [1528, 284, 1545, 294]
paragraph: 'Η μητέρα της Σαντρίνας τούς είχε θρέψει μαζί, κι' ένα πολύ καιρό νόμιζαν πώς ήταν αδελφός κι' αδελφή. — [80, 774, 288, 811]
donation-amount: 100 — [1528, 332, 1545, 342]
paragraph: Ή υπηρεσία είναι ολόκληρη καί ήδη μάς έπιβάλλει νά καταλάβουμε τους καλούς θεσμούς τού 'Ελληνικού έπιπέδου κι ό ΕΝ προς τό μητροπολιτικόν. — [960, 457, 1145, 519]
donor-name: Ι. Πασχάλης — [1376, 356, 1431, 366]
donation-row — [1157, 367, 1363, 379]
donation-amount: 200 — [1347, 308, 1364, 318]
paragraph: ΕΠΙ ΜΩΡΟΝ διάγκειτο ή ιδαιτέρα συναντήσει νά κάνει μεγάλην αναταραχήν τής Σεβασμίως Ιδρύματος. Σκοπός ήτο νά καθιερωθή ή συμμετοχή τών μαθητών... — [960, 390, 1145, 452]
aiglon-featuring: ΜΕ ΤΗΝ ΕΚΚΡΗΚΤΙΚΗΝ — [759, 2091, 895, 2105]
donor-name: Α. Τολαμάγγος — [1376, 368, 1442, 378]
newspaper-name: «Ταχυδρόμος» Αιγύπτου — [800, 60, 1048, 81]
donor-name: Ι. Φωτίου — [1376, 344, 1418, 354]
donor-name: Γεώργιος Φωκάς — [1157, 320, 1230, 330]
donations-table — [1376, 139, 1545, 379]
masthead — [80, 58, 1540, 91]
donation-row — [1157, 223, 1363, 235]
social-heading: ΚΟΙΝΩΝΙΚΑ — [519, 96, 752, 128]
donation-amount: 200 — [1528, 272, 1545, 282]
offer-item: — Ή Κα Ε. Τρύφωνος προσέφερεν γ.δ. 100 είς τόν 'Ιερόν Ναόν τού Ευαγγελισμού. — [962, 1523, 1150, 1557]
paragraph: Οί κυκλοφορούντες ότι η ψευδολογίαι διατίθενται από αυτήν καί στην Τουρκίαν έθεσαν επιτήδεια σχέδια. Ησαν ότι στο Συμβούλιον... — [767, 277, 952, 327]
schedule-item: 17.30 Συντροφιά μέ τούς ακροατές — [296, 521, 457, 532]
donation-amount: 500 — [1528, 176, 1545, 186]
paragraph: Σεχτεχές ο κ. Η. Πολιτείας καί ή υπέρ τού Ορειβατικού... οί έως μη λάβουν Κάρτα... — [960, 348, 1145, 385]
paragraph: ΠΡΩΤΟΦΑΝΗΣ είς τήν Ιστορίαν ή αυθεντικότης διαλέξεως ή τροποποίησις από τής Βρετανικής Τουρκικής Πρεσβείας καθ' ήν σήμερον τό 'Ιδρύμα Έθνους μάς έφερε τήν αναθεώρησιν. — [767, 198, 952, 272]
donor-name: Αριστείδης Μυλωνάς — [1376, 140, 1469, 150]
section-divider — [80, 635, 505, 637]
donor-name: Ανδρέας Αθανασόπουλος γ.δ. — [1157, 164, 1285, 174]
donation-amount: 100 — [1347, 356, 1364, 366]
aiglon-headline: ΠΡΩΤΟΜΑΓΙΑΤΙΚΗ ΒΡΑΔΥΑ — [166, 1992, 1076, 2066]
donation-row — [1157, 295, 1363, 307]
funeral-intro: Τόν προσφιλή ημών σύζυγον, πατέρα, πάππον, θείον καί συγγενή — [522, 1616, 749, 1640]
funeral-text: έκπαυσα χθές τό έσπερας, κηδεύομεν σήμερον καί ώραν 4.30 μ.μ. 'Η συγκέντρωσις θέλει λάβει χώραν είς τόν 'Ιερόν Ναόν τού Κοιμητηρίου, όθεν καί θά φαλή ή νεκρώσιμος ακολουθία. Ο τεθλιμμένος σύζυγος: Γεώργιος Μακκότση. Τά τέκνα: Κων/νος Μακκότσης, Δαφνή Μακκότση. Οι γονείς: 'Ιωάννης Πετροπούλας. — [519, 1452, 752, 1552]
